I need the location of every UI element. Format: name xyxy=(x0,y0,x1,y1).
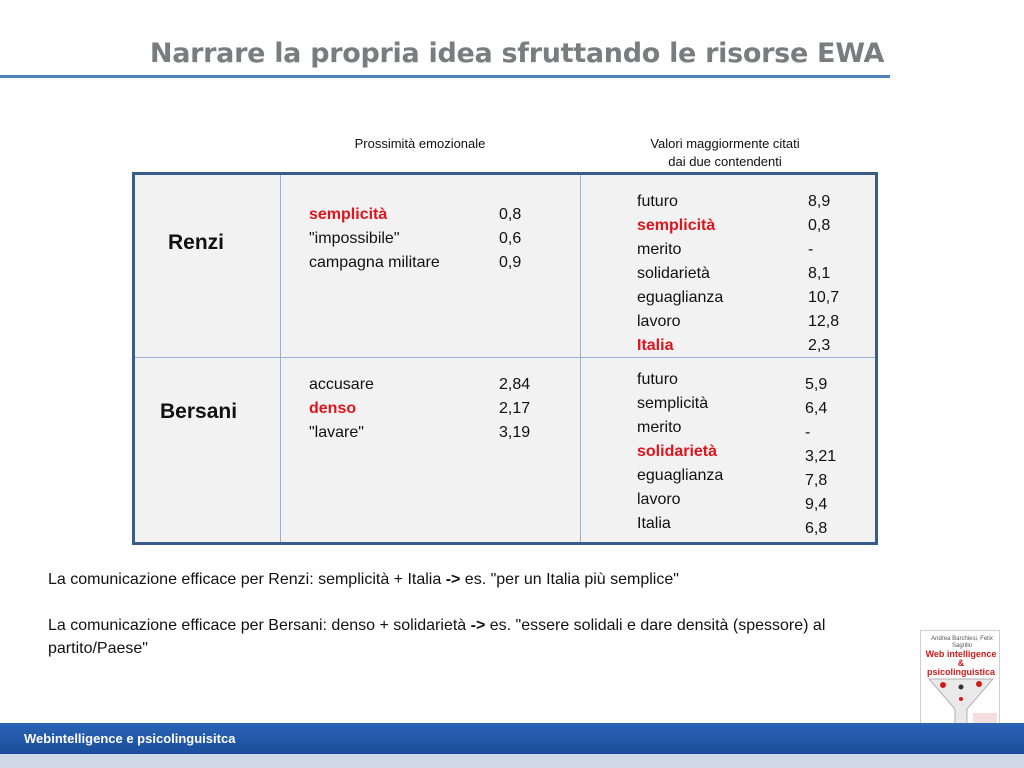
book-title: Web intelligence & psicolinguistica xyxy=(925,649,997,677)
table-column-divider xyxy=(280,175,281,542)
value-word: semplicità xyxy=(637,395,709,412)
title-underline xyxy=(0,75,890,78)
proximity-column-header: Prossimità emozionale xyxy=(354,136,486,151)
proximity-word: "impossibile" xyxy=(309,230,400,247)
bersani-proximity-words xyxy=(309,373,374,445)
renzi-values-words xyxy=(637,190,723,358)
conclusions-text xyxy=(48,568,928,660)
value-number: 2,3 xyxy=(808,337,831,354)
slide-title: Narrare la propria idea sfruttando le risorse EWA xyxy=(149,38,885,69)
value-number: 3,21 xyxy=(805,448,837,465)
conclusion-renzi-example: es. "per un Italia più semplice" xyxy=(460,571,679,588)
value-number: 5,9 xyxy=(805,376,828,393)
value-word: merito xyxy=(637,419,682,436)
proximity-word: "lavare" xyxy=(309,424,364,441)
conclusion-bersani-example: es. "essere solidali e dare densità (spessore) al partito/Paese" xyxy=(48,617,826,657)
value-number: 7,8 xyxy=(805,472,828,489)
proximity-word: semplicità xyxy=(309,206,388,223)
value-number: 8,9 xyxy=(808,193,831,210)
value-number: 9,4 xyxy=(805,496,828,513)
row-label-bersani: Bersani xyxy=(160,400,238,423)
conclusion-renzi xyxy=(48,568,928,591)
comparison-table xyxy=(132,172,878,545)
value-number: 10,7 xyxy=(808,289,840,306)
value-word: eguaglianza xyxy=(637,289,724,306)
arrow-symbol: -> xyxy=(445,571,461,588)
proximity-word: campagna militare xyxy=(309,254,440,271)
proximity-value: 0,9 xyxy=(499,254,522,271)
proximity-word: denso xyxy=(309,400,357,417)
bersani-values-words xyxy=(637,368,723,536)
values-column-header xyxy=(600,135,850,171)
value-number: - xyxy=(808,241,814,258)
table-column-divider xyxy=(580,175,581,542)
arrow-symbol: -> xyxy=(470,617,486,634)
value-word: semplicità xyxy=(637,217,716,234)
proximity-value: 3,19 xyxy=(499,424,531,441)
renzi-values-numbers xyxy=(808,190,839,358)
renzi-proximity-values xyxy=(499,203,521,275)
proximity-word: accusare xyxy=(309,376,374,393)
proximity-value: 0,8 xyxy=(499,206,522,223)
proximity-value: 2,17 xyxy=(499,400,531,417)
value-word: lavoro xyxy=(637,491,681,508)
value-word: lavoro xyxy=(637,313,681,330)
conclusion-bersani xyxy=(48,614,928,660)
conclusion-bersani-text: La comunicazione efficace per Bersani: denso + solidarietà xyxy=(48,617,471,634)
conclusion-renzi-text: La comunicazione efficace per Renzi: semplicità + Italia xyxy=(48,571,446,588)
bersani-proximity-values xyxy=(499,373,530,445)
value-number: 6,4 xyxy=(805,400,828,417)
value-word: futuro xyxy=(637,371,678,388)
value-word: merito xyxy=(637,241,682,258)
book-authors: Andrea Barchiesi, Felix Sagrillo xyxy=(931,636,993,649)
value-number: 12,8 xyxy=(808,313,840,330)
value-word: eguaglianza xyxy=(637,467,724,484)
value-word: Italia xyxy=(637,337,674,354)
table-row-divider xyxy=(135,357,875,358)
value-number: - xyxy=(805,424,811,441)
renzi-proximity-words xyxy=(309,203,440,275)
value-word: solidarietà xyxy=(637,443,718,460)
value-number: 0,8 xyxy=(808,217,831,234)
proximity-value: 2,84 xyxy=(499,376,531,393)
value-word: futuro xyxy=(637,193,678,210)
footer-title: Webintelligence e psicolinguisitca xyxy=(24,731,236,746)
row-label-renzi: Renzi xyxy=(168,231,225,254)
footer-strip xyxy=(0,754,1024,768)
value-number: 8,1 xyxy=(808,265,831,282)
value-word: solidarietà xyxy=(637,265,710,282)
bersani-values-numbers xyxy=(805,373,836,541)
value-word: Italia xyxy=(637,515,671,532)
proximity-value: 0,6 xyxy=(499,230,522,247)
value-number: 6,8 xyxy=(805,520,828,537)
values-header-line-1: Valori maggiormente citati xyxy=(650,136,800,151)
values-header-line-2: dai due contendenti xyxy=(668,154,782,169)
